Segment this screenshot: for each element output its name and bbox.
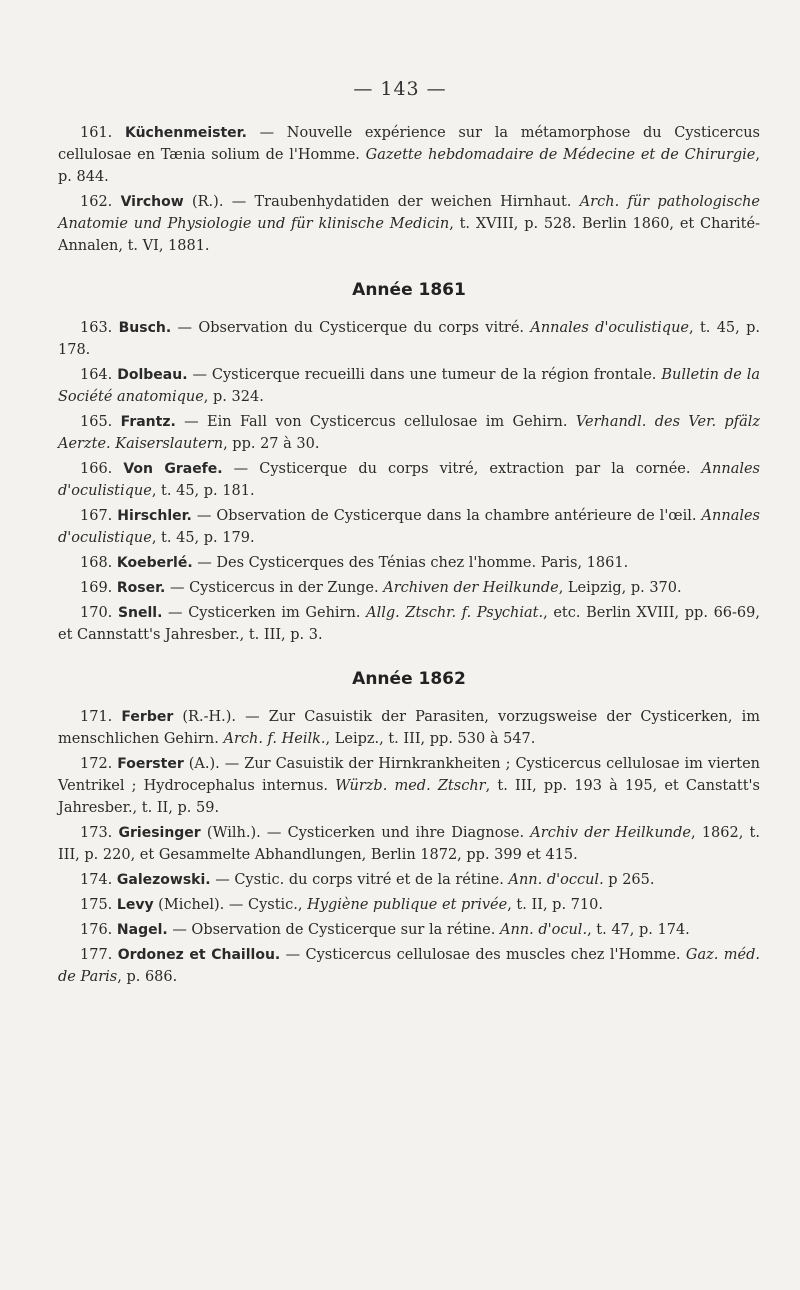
entry-journal: Archiv der Heilkunde <box>530 825 692 841</box>
entry-reference: , pp. 27 à 30. <box>223 436 320 452</box>
entry-title: — Observation du Cysticerque du corps vitré. <box>171 320 531 336</box>
entry-reference: , t. XVIII, p. 528. Berlin 1860, et Charité-Annalen, t. VI, 1881. <box>58 216 760 254</box>
entry-number: 170. <box>80 605 118 621</box>
entry-author: Küchenmeister. <box>124 125 247 141</box>
entry-journal: Arch. f. Heilk. <box>223 731 326 747</box>
entry-number: 171. <box>80 709 122 725</box>
entry-journal: Gaz. méd. de Paris <box>58 947 760 985</box>
entry-title: (R.). — Traubenhydatiden der weichen Hirnhaut. <box>183 194 580 210</box>
entry-number: 169. <box>80 580 117 596</box>
bibliography-entry <box>58 552 760 574</box>
entry-journal: Bulletin de la Société anatomique <box>58 367 760 405</box>
entry-journal: Würzb. med. Ztschr <box>335 778 486 794</box>
entry-number: 164. <box>80 367 118 383</box>
entry-reference: , t. 45, p. 181. <box>151 483 255 499</box>
bibliography-entry <box>58 317 760 361</box>
entry-author: Foerster <box>117 756 184 772</box>
entry-number: 161. <box>80 125 125 141</box>
entry-reference: , etc. Berlin XVIII, pp. 66-69, et Cannstatt's Jahresber., t. III, p. 3. <box>58 605 760 643</box>
entry-number: 163. <box>80 320 119 336</box>
entry-title: — Cysticerque du corps vitré, extraction par la cornée. <box>222 461 702 477</box>
bibliography-entry <box>58 753 760 819</box>
bibliography-entry <box>58 822 760 866</box>
bibliography-entry <box>58 364 760 408</box>
section-heading: Année 1862 <box>352 669 466 689</box>
entry-author: Snell. <box>117 605 163 621</box>
entry-title: — Cysticercus in der Zunge. <box>165 580 384 596</box>
entry-title: — Ein Fall von Cysticercus cellulosae im Gehirn. <box>175 414 576 430</box>
entry-reference: , t. 45, p. 178. <box>58 320 760 358</box>
entry-reference: , t. 47, p. 174. <box>587 922 690 938</box>
entry-journal: Arch. für pathologische Anatomie und Physiologie und für klinische Medicin <box>58 194 760 232</box>
entry-author: Von Graefe. <box>123 461 223 477</box>
entry-number: 172. <box>80 756 118 772</box>
bibliography-entry <box>58 458 760 502</box>
entry-title: (Michel). — Cystic., <box>153 897 308 913</box>
entry-reference: , Leipz., t. III, pp. 530 à 547. <box>325 731 536 747</box>
entry-author: Dolbeau. <box>117 367 188 383</box>
page-number: — 143 — <box>353 78 447 100</box>
section-heading: Année 1861 <box>352 280 466 300</box>
entry-reference: , Leipzig, p. 370. <box>558 580 682 596</box>
entry-author: Frantz. <box>120 414 176 430</box>
entry-title: — Cystic. du corps vitré et de la rétine. <box>210 872 509 888</box>
entry-reference: , p. 324. <box>203 389 264 405</box>
entry-title: — Cysticerque recueilli dans une tumeur de la région frontale. <box>187 367 662 383</box>
entry-author: Roser. <box>116 580 166 596</box>
entry-title: — Des Cysticerques des Ténias chez l'homme. Paris, 1861. <box>192 555 629 571</box>
entry-author: Levy <box>116 897 154 913</box>
entry-reference: , t. III, pp. 193 à 195, et Canstatt's Jahresber., t. II, p. 59. <box>58 778 760 816</box>
entry-number: 175. <box>80 897 117 913</box>
bibliography-entry <box>58 577 760 599</box>
entry-journal: Hygiène publique et privée <box>307 897 508 913</box>
entry-journal: Ann. d'occul. <box>508 872 604 888</box>
bibliography-entry <box>58 602 760 646</box>
entry-author: Busch. <box>118 320 172 336</box>
entry-journal: Verhandl. des Ver. pfälz Aerzte. Kaiserslautern <box>58 414 761 452</box>
entry-number: 177. <box>80 947 118 963</box>
entry-title: (R.-H.). — Zur Casuistik der Parasiten, vorzugsweise der Cysticerken, im menschlichen Gehirn. <box>58 709 760 747</box>
bibliography-entry <box>58 505 760 549</box>
bibliography-list <box>58 122 760 991</box>
entry-journal: Archiven der Heilkunde <box>383 580 559 596</box>
entry-reference: , t. 45, p. 179. <box>151 530 255 546</box>
entry-title: (Wilh.). — Cysticerken und ihre Diagnose. <box>200 825 531 841</box>
bibliography-entry <box>58 122 760 188</box>
bibliography-entry <box>58 706 760 750</box>
entry-title: — Nouvelle expérience sur la métamorphose du Cysticercus cellulosae en Tænia solium de l'Homme. <box>58 125 760 163</box>
bibliography-entry <box>58 919 760 941</box>
entry-reference: , p. 844. <box>58 147 760 185</box>
entry-reference: , 1862, t. III, p. 220, et Gesammelte Abhandlungen, Berlin 1872, pp. 399 et 415. <box>58 825 760 863</box>
bibliography-entry <box>58 191 760 257</box>
entry-number: 165. <box>80 414 121 430</box>
bibliography-entry <box>58 944 760 988</box>
entry-author: Griesinger <box>118 825 201 841</box>
entry-author: Ferber <box>121 709 174 725</box>
bibliography-entry <box>58 411 760 455</box>
entry-number: 173. <box>80 825 119 841</box>
entry-title: — Observation de Cysticerque dans la chambre antérieure de l'œil. <box>191 508 702 524</box>
entry-number: 162. <box>80 194 121 210</box>
entry-author: Ordonez et Chaillou. <box>117 947 281 963</box>
entry-author: Koeberlé. <box>116 555 193 571</box>
entry-reference: p 265. <box>603 872 655 888</box>
entry-journal: Ann. d'ocul. <box>499 922 588 938</box>
bibliography-entry <box>58 869 760 891</box>
entry-journal: Allg. Ztschr. f. Psychiat. <box>366 605 544 621</box>
entry-reference: , p. 686. <box>117 969 178 985</box>
entry-number: 167. <box>80 508 118 524</box>
entry-number: 168. <box>80 555 117 571</box>
entry-title: — Cysticerken im Gehirn. <box>162 605 367 621</box>
entry-title: — Observation de Cysticerque sur la rétine. <box>167 922 500 938</box>
entry-author: Nagel. <box>116 922 168 938</box>
entry-journal: Annales d'oculistique <box>58 461 760 499</box>
entry-author: Hirschler. <box>117 508 192 524</box>
entry-number: 174. <box>80 872 117 888</box>
bibliography-entry <box>58 894 760 916</box>
entry-title: — Cysticercus cellulosae des muscles chez l'Homme. <box>280 947 686 963</box>
entry-author: Galezowski. <box>116 872 211 888</box>
entry-journal: Annales d'oculistique <box>58 508 760 546</box>
entry-number: 166. <box>80 461 124 477</box>
entry-journal: Gazette hebdomadaire de Médecine et de Chirurgie <box>365 147 756 163</box>
entry-title: (A.). — Zur Casuistik der Hirnkrankheiten ; Cysticercus cellulosae im vierten Ventrikel ; Hydrocephalus internus. <box>58 756 760 794</box>
entry-number: 176. <box>80 922 117 938</box>
entry-reference: , t. II, p. 710. <box>507 897 603 913</box>
entry-journal: Annales d'oculistique <box>530 320 689 336</box>
entry-author: Virchow <box>120 194 184 210</box>
